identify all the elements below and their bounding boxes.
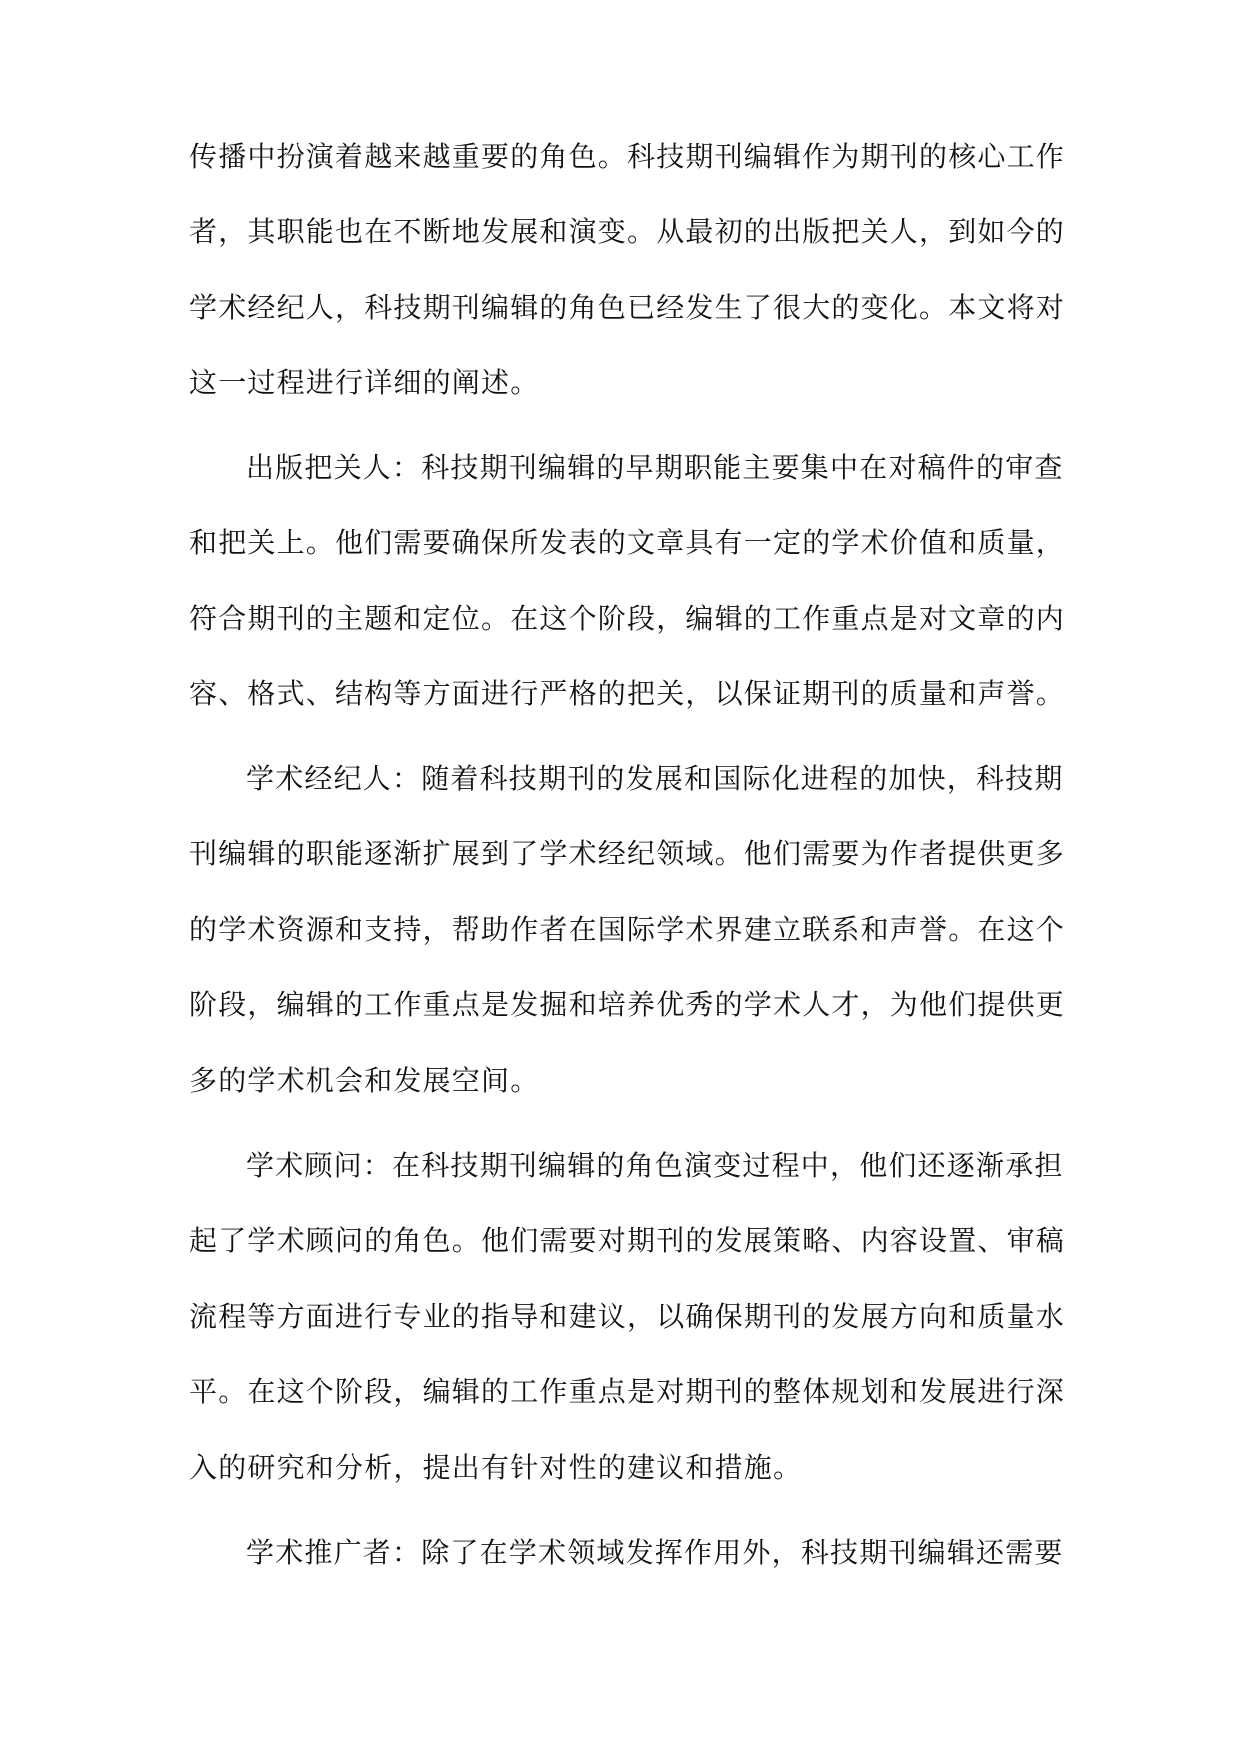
text-line: 符合期刊的主题和定位。在这个阶段，编辑的工作重点是对文章的内 bbox=[189, 602, 1066, 635]
text-line: 学术经纪人，科技期刊编辑的角色已经发生了很大的变化。本文将对 bbox=[189, 291, 1066, 324]
text-line: 这一过程进行详细的阐述。 bbox=[189, 366, 540, 399]
paragraph-heading-line: 出版把关人：科技期刊编辑的早期职能主要集中在对稿件的审查 bbox=[246, 451, 1064, 484]
text-line: 阶段，编辑的工作重点是发掘和培养优秀的学术人才，为他们提供更 bbox=[189, 988, 1066, 1021]
text-line: 平。在这个阶段，编辑的工作重点是对期刊的整体规划和发展进行深 bbox=[189, 1375, 1066, 1408]
text-line: 多的学术机会和发展空间。 bbox=[189, 1064, 540, 1097]
text-line: 起了学术顾问的角色。他们需要对期刊的发展策略、内容设置、审稿 bbox=[189, 1224, 1066, 1257]
text-line: 传播中扮演着越来越重要的角色。科技期刊编辑作为期刊的核心工作 bbox=[189, 140, 1066, 173]
text-line: 者，其职能也在不断地发展和演变。从最初的出版把关人，到如今的 bbox=[189, 215, 1066, 248]
paragraph-heading-line: 学术经纪人：随着科技期刊的发展和国际化进程的加快，科技期 bbox=[246, 762, 1064, 795]
paragraph-heading-line: 学术顾问：在科技期刊编辑的角色演变过程中，他们还逐渐承担 bbox=[246, 1149, 1064, 1182]
text-line: 的学术资源和支持，帮助作者在国际学术界建立联系和声誉。在这个 bbox=[189, 913, 1066, 946]
text-line: 流程等方面进行专业的指导和建议，以确保期刊的发展方向和质量水 bbox=[189, 1300, 1066, 1333]
text-line: 容、格式、结构等方面进行严格的把关，以保证期刊的质量和声誉。 bbox=[189, 677, 1066, 710]
text-line: 入的研究和分析，提出有针对性的建议和措施。 bbox=[189, 1451, 803, 1484]
text-line: 刊编辑的职能逐渐扩展到了学术经纪领域。他们需要为作者提供更多 bbox=[189, 837, 1066, 870]
paragraph-heading-line: 学术推广者：除了在学术领域发挥作用外，科技期刊编辑还需要 bbox=[246, 1536, 1064, 1569]
text-line: 和把关上。他们需要确保所发表的文章具有一定的学术价值和质量， bbox=[189, 526, 1066, 559]
